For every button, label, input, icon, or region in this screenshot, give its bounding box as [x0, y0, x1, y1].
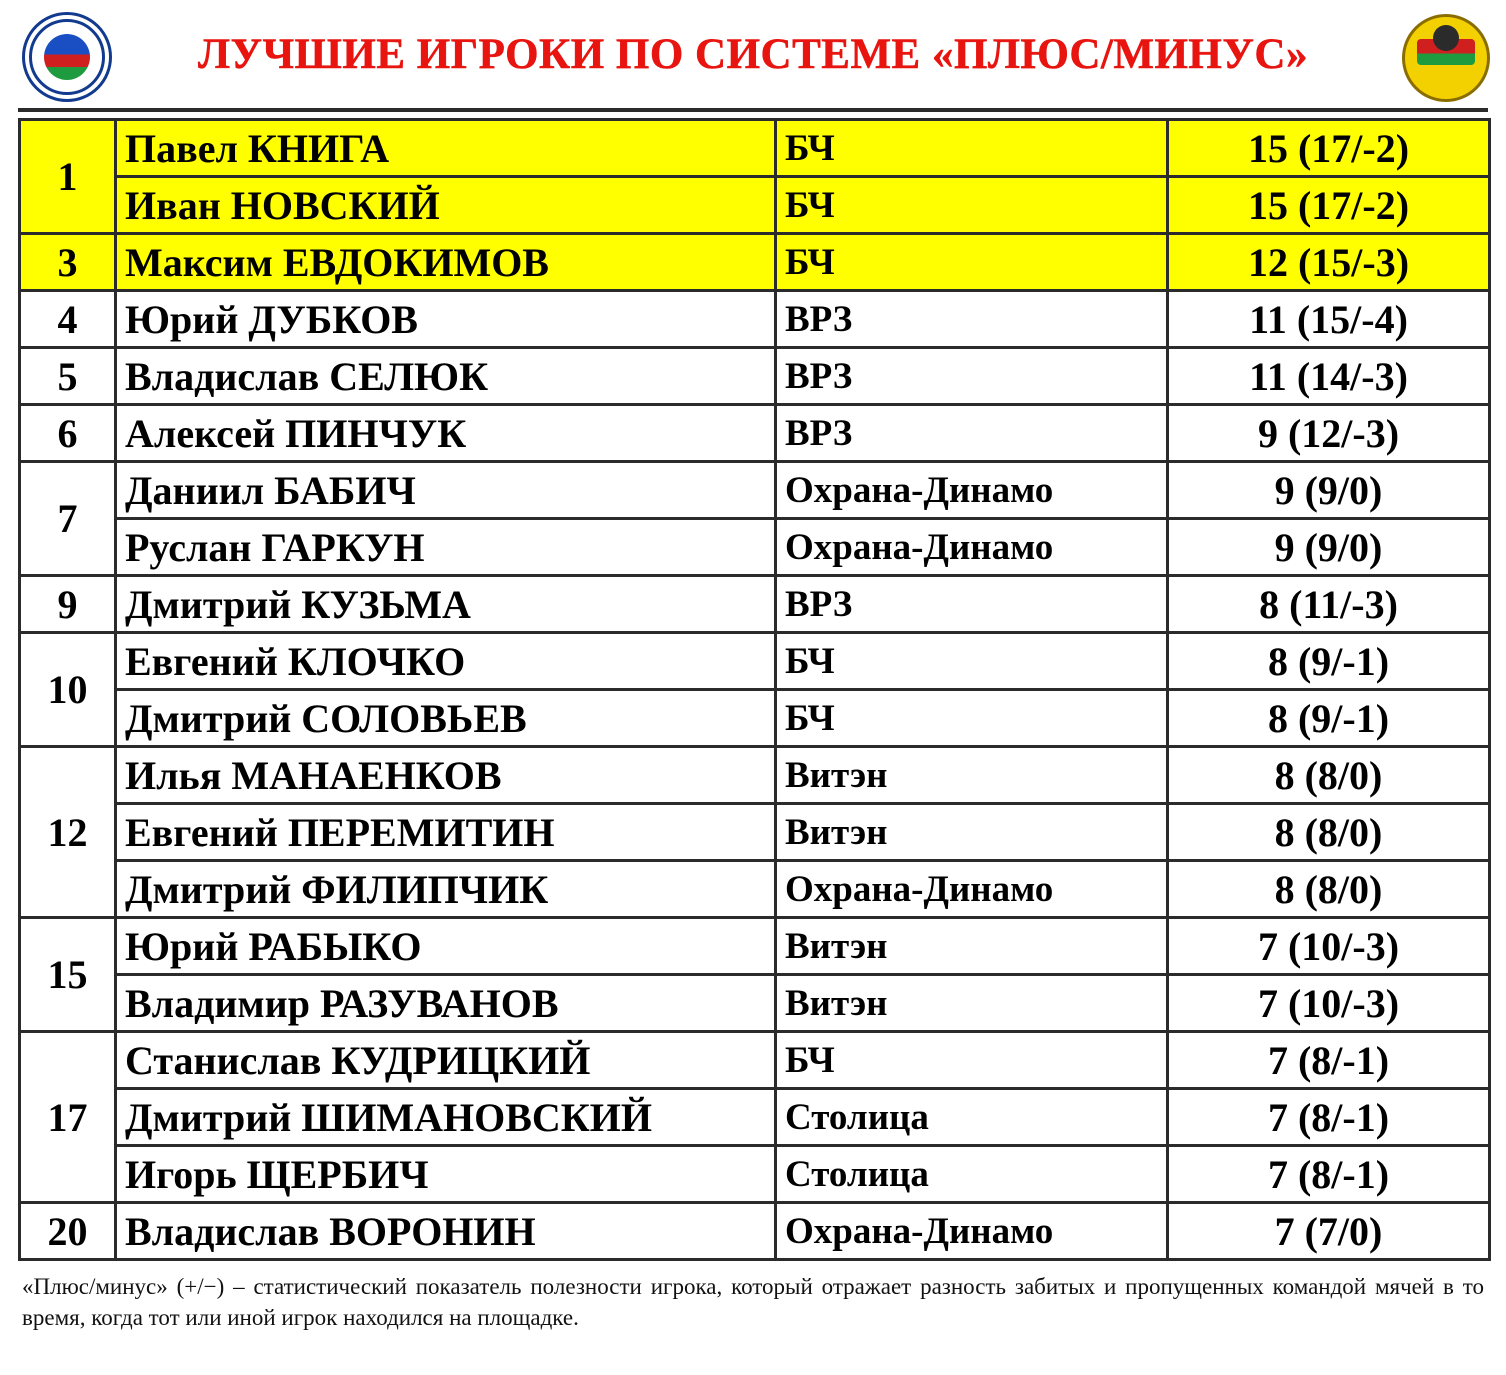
plus-minus-cell: 7 (8/-1) [1168, 1089, 1490, 1146]
table-row [20, 576, 1490, 633]
page-title: ЛУЧШИЕ ИГРОКИ ПО СИСТЕМЕ «ПЛЮС/МИНУС» [198, 30, 1308, 78]
rank-cell: 12 [20, 747, 116, 918]
table-row [20, 861, 1490, 918]
rank-cell: 5 [20, 348, 116, 405]
table-row [20, 918, 1490, 975]
plus-minus-cell: 12 (15/-3) [1168, 234, 1490, 291]
team-cell: БЧ [776, 177, 1168, 234]
table-row [20, 690, 1490, 747]
player-name-cell: Владислав СЕЛЮК [116, 348, 776, 405]
rank-cell: 1 [20, 120, 116, 234]
plus-minus-cell: 15 (17/-2) [1168, 177, 1490, 234]
team-cell: ВРЗ [776, 576, 1168, 633]
plus-minus-cell: 7 (7/0) [1168, 1203, 1490, 1260]
team-cell: БЧ [776, 1032, 1168, 1089]
table-row [20, 519, 1490, 576]
table-row [20, 177, 1490, 234]
table-row [20, 1203, 1490, 1260]
rank-cell: 15 [20, 918, 116, 1032]
player-name-cell: Павел КНИГА [116, 120, 776, 177]
rank-cell: 4 [20, 291, 116, 348]
player-name-cell: Владимир РАЗУВАНОВ [116, 975, 776, 1032]
rank-cell: 17 [20, 1032, 116, 1203]
player-name-cell: Владислав ВОРОНИН [116, 1203, 776, 1260]
player-name-cell: Станислав КУДРИЦКИЙ [116, 1032, 776, 1089]
table-row [20, 291, 1490, 348]
plus-minus-cell: 7 (10/-3) [1168, 918, 1490, 975]
team-cell: Витэн [776, 975, 1168, 1032]
table-row [20, 804, 1490, 861]
team-cell: Витэн [776, 804, 1168, 861]
plus-minus-cell: 8 (9/-1) [1168, 633, 1490, 690]
plus-minus-cell: 8 (8/0) [1168, 861, 1490, 918]
plus-minus-cell: 8 (9/-1) [1168, 690, 1490, 747]
table-row [20, 747, 1490, 804]
ranking-table [18, 118, 1491, 1261]
table-row [20, 462, 1490, 519]
team-cell: БЧ [776, 120, 1168, 177]
player-name-cell: Илья МАНАЕНКОВ [116, 747, 776, 804]
team-cell: ВРЗ [776, 291, 1168, 348]
rank-cell: 3 [20, 234, 116, 291]
team-cell: Охрана-Динамо [776, 861, 1168, 918]
federation-emblem-icon [22, 12, 106, 96]
plus-minus-cell: 9 (12/-3) [1168, 405, 1490, 462]
player-name-cell: Руслан ГАРКУН [116, 519, 776, 576]
ranking-table-wrapper [18, 118, 1488, 1261]
table-row [20, 1146, 1490, 1203]
rank-cell: 6 [20, 405, 116, 462]
plus-minus-cell: 11 (14/-3) [1168, 348, 1490, 405]
plus-minus-cell: 9 (9/0) [1168, 462, 1490, 519]
player-name-cell: Дмитрий ШИМАНОВСКИЙ [116, 1089, 776, 1146]
plus-minus-cell: 8 (8/0) [1168, 804, 1490, 861]
plus-minus-cell: 9 (9/0) [1168, 519, 1490, 576]
player-name-cell: Максим ЕВДОКИМОВ [116, 234, 776, 291]
table-row [20, 633, 1490, 690]
footnote: «Плюс/минус» (+/−) – статистический показатель полезности игрока, который отражает разность забитых и пропущенных командой мячей в то время, когда тот или иной игрок находился на площадке. [22, 1274, 1484, 1331]
rank-cell: 9 [20, 576, 116, 633]
page-header [18, 0, 1488, 112]
rank-cell: 20 [20, 1203, 116, 1260]
table-row [20, 234, 1490, 291]
player-name-cell: Дмитрий КУЗЬМА [116, 576, 776, 633]
team-cell: Охрана-Динамо [776, 519, 1168, 576]
team-cell: ВРЗ [776, 348, 1168, 405]
table-row [20, 120, 1490, 177]
plus-minus-cell: 11 (15/-4) [1168, 291, 1490, 348]
team-cell: БЧ [776, 234, 1168, 291]
team-cell: Столица [776, 1089, 1168, 1146]
team-cell: ВРЗ [776, 405, 1168, 462]
player-name-cell: Юрий РАБЫКО [116, 918, 776, 975]
plus-minus-cell: 7 (10/-3) [1168, 975, 1490, 1032]
table-row [20, 1032, 1490, 1089]
table-row [20, 975, 1490, 1032]
plus-minus-cell: 8 (11/-3) [1168, 576, 1490, 633]
rank-cell: 7 [20, 462, 116, 576]
player-name-cell: Иван НОВСКИЙ [116, 177, 776, 234]
plus-minus-cell: 7 (8/-1) [1168, 1146, 1490, 1203]
table-row [20, 1089, 1490, 1146]
table-row [20, 348, 1490, 405]
player-name-cell: Евгений ПЕРЕМИТИН [116, 804, 776, 861]
plus-minus-cell: 7 (8/-1) [1168, 1032, 1490, 1089]
team-cell: Охрана-Динамо [776, 1203, 1168, 1260]
player-name-cell: Дмитрий СОЛОВЬЕВ [116, 690, 776, 747]
team-cell: БЧ [776, 633, 1168, 690]
player-name-cell: Даниил БАБИЧ [116, 462, 776, 519]
plus-minus-cell: 8 (8/0) [1168, 747, 1490, 804]
table-row [20, 405, 1490, 462]
team-cell: Витэн [776, 918, 1168, 975]
player-name-cell: Юрий ДУБКОВ [116, 291, 776, 348]
plus-minus-cell: 15 (17/-2) [1168, 120, 1490, 177]
team-cell: Столица [776, 1146, 1168, 1203]
player-name-cell: Алексей ПИНЧУК [116, 405, 776, 462]
team-cell: Охрана-Динамо [776, 462, 1168, 519]
team-cell: Витэн [776, 747, 1168, 804]
team-cell: БЧ [776, 690, 1168, 747]
club-emblem-icon [1402, 14, 1484, 96]
player-name-cell: Дмитрий ФИЛИПЧИК [116, 861, 776, 918]
player-name-cell: Игорь ЩЕРБИЧ [116, 1146, 776, 1203]
player-name-cell: Евгений КЛОЧКО [116, 633, 776, 690]
rank-cell: 10 [20, 633, 116, 747]
